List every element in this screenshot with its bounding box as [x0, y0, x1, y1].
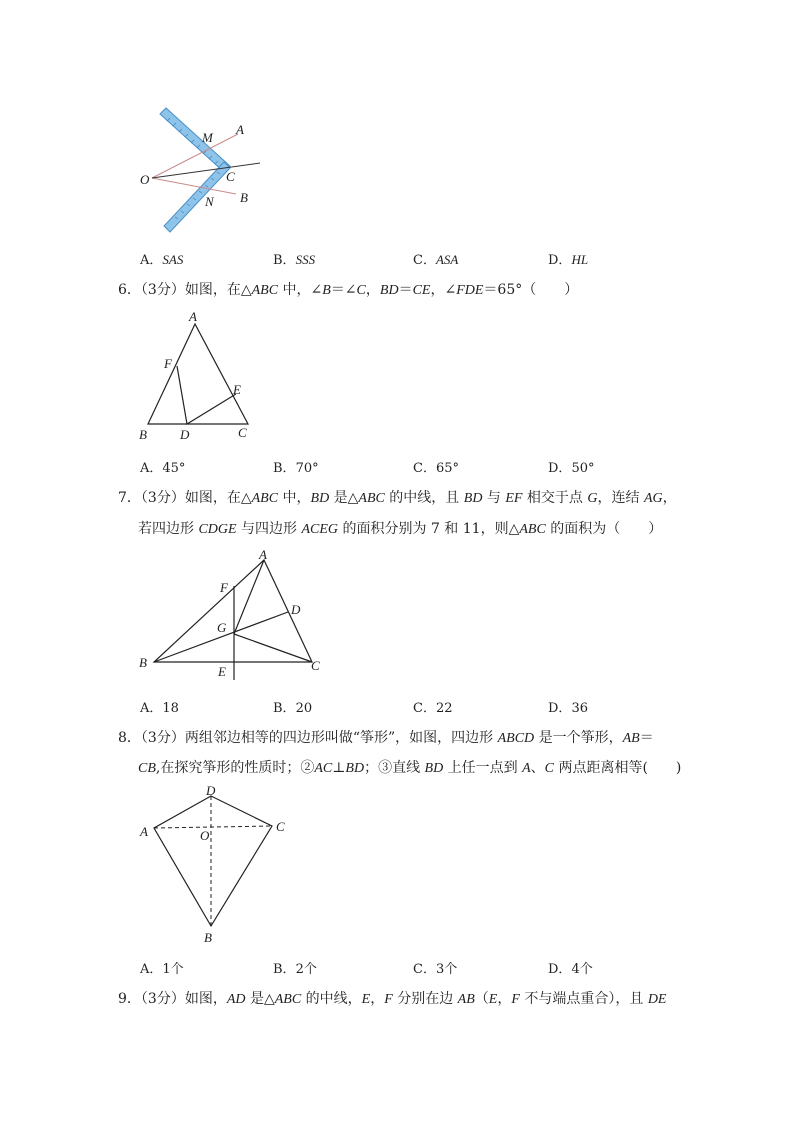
q5-ruler-lower — [164, 162, 230, 232]
q6-stem: 6．（3分）如图，在△ABC 中，∠B＝∠C，BD＝CE，∠FDE＝65°（ ） — [118, 282, 579, 298]
q6-label-A: A — [189, 309, 197, 324]
q5-option-a[interactable]: A．SAS — [140, 252, 184, 268]
q5-option-b[interactable]: B．SSS — [273, 252, 316, 268]
q8-label-A: A — [140, 824, 148, 839]
q8-label-B: B — [204, 930, 212, 945]
q8-option-d[interactable]: D．4个 — [548, 962, 593, 977]
q7-label-G: G — [217, 620, 227, 635]
q6-label-C: C — [238, 425, 247, 440]
q6-label-D: D — [180, 427, 190, 442]
q5-label-O: O — [140, 172, 150, 187]
q8-figure — [134, 782, 304, 950]
q6-label-B: B — [139, 427, 147, 442]
q8-label-O: O — [200, 828, 210, 843]
q5-label-N: N — [205, 194, 214, 209]
q5-label-M: M — [202, 130, 213, 145]
q7-stem-line1: 7．（3分）如图，在△ABC 中，BD 是△ABC 的中线，且 BD 与 EF 相交于点 G，连结 AG， — [118, 490, 677, 506]
q7-label-F: F — [220, 580, 228, 595]
q7-label-A: A — [259, 547, 267, 562]
q6-label-E: E — [233, 382, 241, 397]
q7-triangle-ABC — [154, 560, 312, 662]
q7-label-D: D — [291, 602, 301, 617]
q8-kite-ABCD — [154, 796, 272, 926]
q5-option-d[interactable]: D．HL — [548, 252, 589, 268]
q8-label-D: D — [206, 783, 216, 798]
q8-diagonal-AC — [154, 826, 272, 828]
q8-stem-line1: 8．（3分）两组邻边相等的四边形叫做“筝形”，如图，四边形 ABCD 是一个筝形，AB＝ — [118, 730, 654, 746]
q5-option-c[interactable]: C．ASA — [413, 252, 459, 268]
q7-option-b[interactable]: B．20 — [273, 701, 313, 716]
q7-label-C: C — [311, 658, 320, 673]
q6-option-a[interactable]: A．45° — [140, 461, 186, 476]
q7-figure — [134, 546, 334, 686]
q5-label-B: B — [240, 190, 248, 205]
q5-ray-OB — [152, 178, 236, 194]
q5-label-C: C — [226, 169, 235, 184]
q7-option-d[interactable]: D．36 — [548, 701, 588, 716]
q6-figure — [134, 308, 264, 444]
q7-stem-line2: 若四边形 CDGE 与四边形 ACEG 的面积分别为 7 和 11，则△ABC 的面积为（ ） — [138, 521, 663, 537]
q7-label-E: E — [218, 664, 226, 679]
q8-label-C: C — [276, 819, 285, 834]
q6-option-d[interactable]: D．50° — [548, 461, 595, 476]
q8-stem-line2: CB,在探究筝形的性质时；②AC⊥BD；③直线 BD 上任一点到 A、C 两点距离相等( ) — [138, 760, 682, 776]
q6-option-b[interactable]: B．70° — [273, 461, 319, 476]
q6-label-F: F — [164, 356, 172, 371]
q7-option-a[interactable]: A．18 — [140, 701, 179, 716]
q6-segments-FDE — [177, 366, 236, 424]
q5-ray-OC — [152, 163, 260, 178]
q8-option-a[interactable]: A．1个 — [140, 962, 184, 977]
q8-option-c[interactable]: C．3个 — [413, 962, 458, 977]
q6-option-c[interactable]: C．65° — [413, 461, 459, 476]
q5-label-A: A — [236, 122, 244, 137]
q7-option-c[interactable]: C．22 — [413, 701, 453, 716]
q7-label-B: B — [139, 655, 147, 670]
q8-option-b[interactable]: B．2个 — [273, 962, 317, 977]
q6-triangle-ABC — [148, 324, 248, 424]
q9-stem-line1: 9．（3分）如图，AD 是△ABC 的中线，E，F 分别在边 AB（E，F 不与端点重合），且 DE — [118, 991, 667, 1007]
q5-ruler-upper — [160, 108, 230, 172]
q5-figure — [130, 100, 270, 240]
